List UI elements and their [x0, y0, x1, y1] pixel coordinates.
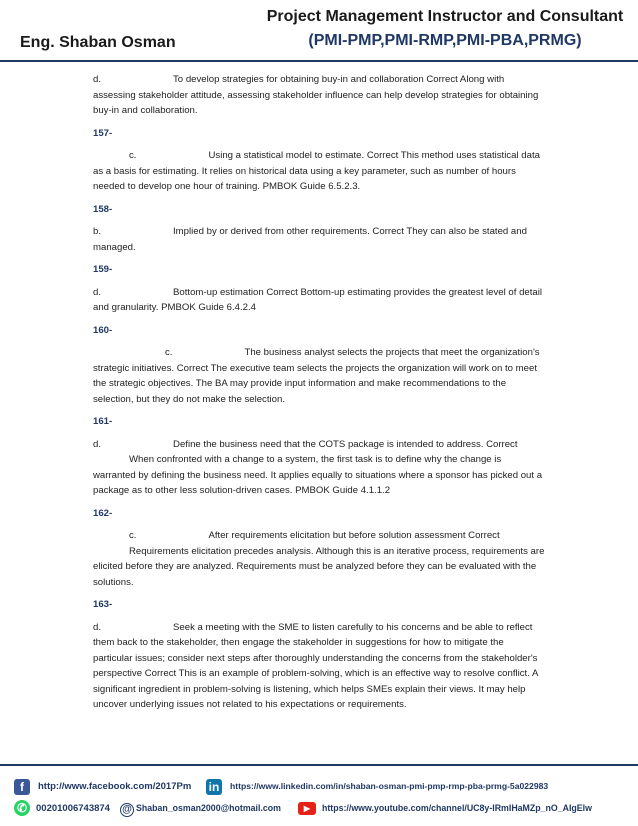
answer-text: To develop strategies for obtaining buy-in and collaboration Correct Along with assessing stakeholder attitude, assessing stakeholder influence can help develop strategies for obtaining buy-in and collaboration. — [93, 74, 539, 116]
answer-160 — [93, 345, 545, 407]
youtube-icon[interactable]: ▶ — [298, 802, 316, 815]
question-number-157: 157- — [93, 127, 113, 139]
answer-157 — [93, 148, 545, 195]
question-number-160: 160- — [93, 324, 113, 336]
question-number-159: 159- — [93, 264, 113, 275]
answer-explanation: Requirements elicitation precedes analysis. Although this is an iterative process, requirements are elicited before they are analyzed. Requirements must be analyzed before they can be evaluated with the solutions. — [93, 545, 545, 588]
linkedin-link[interactable]: https://www.linkedin.com/in/shaban-osman-pmi-pmp-rmp-pba-prmg-5a022983 — [230, 781, 549, 791]
header-title: Project Management Instructor and Consultant — [266, 8, 624, 25]
whatsapp-icon[interactable]: ✆ — [14, 800, 30, 816]
option-letter: d. — [93, 621, 102, 633]
answer-explanation: When confronted with a change to a system, the first task is to define why the change is warranted by defining the business need. It applies equally to situations where a sponsor has picked out a package as to other less solution-driven cases. PMBOK Guide 4.1.1.2 — [93, 454, 543, 496]
answer-161 — [93, 437, 545, 499]
answer-162 — [93, 528, 545, 590]
question-number-158: 158- — [93, 203, 113, 215]
facebook-link[interactable]: http://www.facebook.com/2017Pm — [38, 781, 192, 792]
email-link[interactable]: Shaban_osman2000@hotmail.com — [136, 803, 281, 813]
header-divider — [0, 60, 638, 62]
answer-156-continued — [93, 72, 545, 119]
question-number-161: 161- — [93, 416, 113, 427]
option-letter: d. — [93, 74, 102, 85]
facebook-icon[interactable]: f — [14, 779, 30, 795]
header-certifications: (PMI-PMP,PMI-RMP,PMI-PBA,PRMG) — [308, 32, 582, 49]
answer-text: Implied by or derived from other requirements. Correct They can also be stated and managed. — [93, 226, 527, 253]
page-footer — [0, 764, 638, 826]
question-number-163: 163- — [93, 599, 113, 610]
option-letter: b. — [93, 226, 102, 237]
answer-text: Define the business need that the COTS package is intended to address. Correct — [173, 438, 518, 450]
answer-text: Seek a meeting with the SME to listen carefully to his concerns and be able to reflect them back to the stakeholder, then engage the stakeholder in suggestions for how to mitigate the particular issues; consider next steps after thoroughly understanding the concerns from the stakeholder's perspective Correct This is an example of problem-solving, which is an effective way to resolve conflict. A significant ingredient in problem-solving is listening, which helps SMEs explain their views. It may help uncover underlying issues not related to his expectations or requirements. — [93, 621, 538, 710]
answer-159 — [93, 285, 545, 316]
option-letter: d. — [93, 286, 102, 298]
youtube-link[interactable]: https://www.youtube.com/channel/UC8y-IRmIHaMZp_nO_AIgElw — [322, 803, 592, 813]
author-name: Eng. Shaban Osman — [20, 34, 176, 51]
phone-number[interactable]: 00201006743874 — [36, 803, 110, 814]
answer-text: The business analyst selects the projects that meet the organization's strategic initiatives. Correct The executive team selects the projects the organization will work on to meet the strategic objectives. The BA may provide input information and make recommendations to the selection, but they do not make the selection. — [93, 347, 540, 405]
option-letter: c. — [129, 150, 137, 161]
document-body — [93, 72, 545, 720]
answer-text: Using a statistical model to estimate. Correct This method uses statistical data as a basis for estimating. It relies on historical data using a key parameter, such as number of hours needed to develop one hour of training. PMBOK Guide 6.5.2.3. — [93, 150, 540, 192]
linkedin-icon[interactable]: in — [206, 779, 222, 795]
answer-163 — [93, 620, 545, 713]
footer-divider — [0, 764, 638, 766]
option-letter: c. — [129, 530, 137, 541]
question-number-162: 162- — [93, 507, 113, 519]
answer-text: Bottom-up estimation Correct Bottom-up estimating provides the greatest level of detail and granularity. PMBOK Guide 6.4.2.4 — [93, 286, 543, 313]
option-letter: c. — [165, 347, 173, 358]
answer-158 — [93, 224, 545, 255]
email-icon[interactable]: @ — [120, 803, 134, 817]
page-header — [0, 0, 638, 66]
answer-text: After requirements elicitation but before solution assessment Correct — [208, 530, 500, 541]
option-letter: d. — [93, 438, 102, 450]
